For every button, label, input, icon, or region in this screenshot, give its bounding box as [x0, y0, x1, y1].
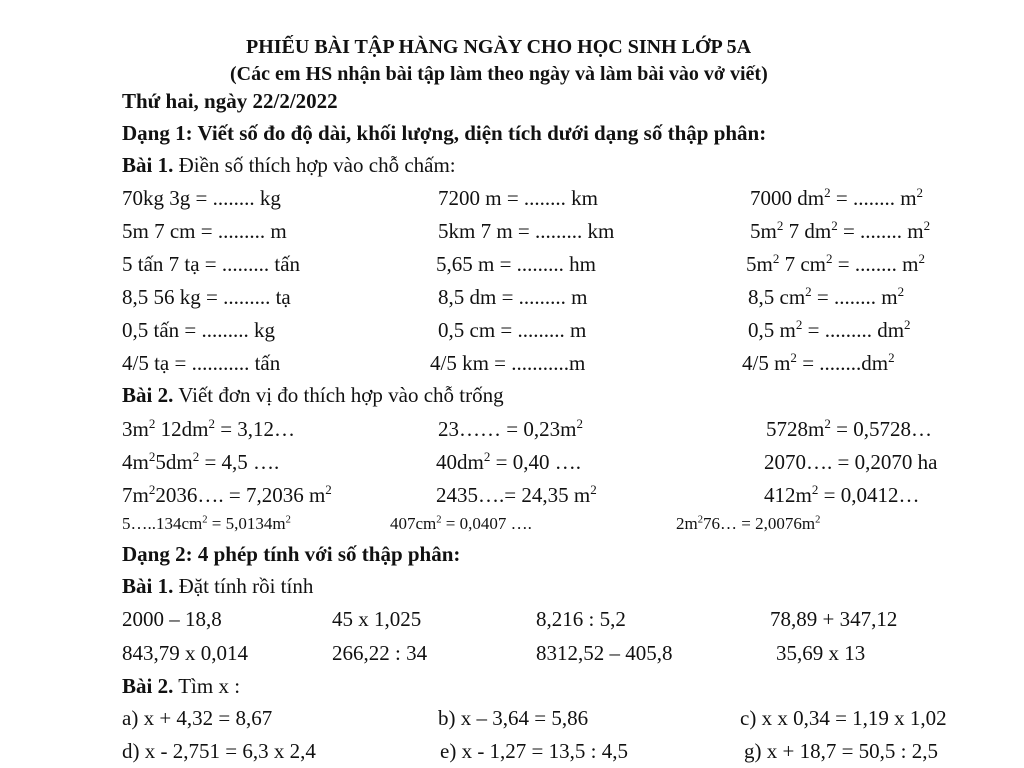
- page-subtitle: (Các em HS nhận bài tập làm theo ngày và làm bài vào vở viết): [230, 63, 768, 85]
- conversion-item: 4/5 tạ = ........... tấn: [122, 351, 281, 375]
- exercise-instruction: Viết đơn vị đo thích hợp vào chỗ trống: [178, 383, 504, 407]
- exercise-1-1-header: [122, 153, 456, 177]
- unit-item: $3m^2$ $12dm^2$ = 3,12…: [122, 416, 296, 441]
- exercise-instruction: Điền số thích hợp vào chỗ chấm:: [178, 153, 456, 177]
- calculation-item: 78,89 + 347,12: [770, 607, 898, 631]
- calculation-item: 45 x 1,025: [332, 607, 422, 631]
- page-title: PHIẾU BÀI TẬP HÀNG NGÀY CHO HỌC SINH LỚP 5A: [246, 36, 752, 58]
- unit-item: $2m^276\dots = 2,0076m^2$: [676, 514, 821, 533]
- unit-item: 2070…. = 0,2070 ha: [764, 450, 938, 474]
- section-2-heading: Dạng 2: 4 phép tính với số thập phân:: [122, 542, 461, 566]
- conversion-item: 4/5 $m^2 = ........dm^2$: [742, 350, 895, 375]
- conversion-item: 0,5 cm = ......... m: [438, 318, 587, 342]
- exercise-1-2-header: [122, 383, 504, 407]
- conversion-item: 5,65 m = ......... hm: [436, 252, 597, 276]
- unit-item: $4m^25dm^2 = 4,5$ ….: [122, 449, 280, 474]
- exercise-label: Bài 2.: [122, 383, 174, 407]
- exercise-2-1-header: [122, 574, 313, 598]
- conversion-item: 8,5 $cm^2$ = ........ $m^2$: [748, 284, 905, 309]
- calculation-item: 2000 – 18,8: [122, 607, 222, 631]
- conversion-item: 7200 m = ........ km: [438, 186, 599, 210]
- unit-item: $407cm^2 = 0,0407$ ….: [390, 514, 532, 533]
- conversion-item: 4/5 km = ...........m: [430, 351, 586, 375]
- equation-item: a) x + 4,32 = 8,67: [122, 706, 273, 730]
- exercise-instruction: Đặt tính rồi tính: [178, 574, 314, 598]
- unit-item: $5728m^2$ = 0,5728…: [766, 416, 932, 441]
- conversion-item: 5m 7 cm = ......... m: [122, 219, 287, 243]
- conversion-item: 5 tấn 7 tạ = ......... tấn: [122, 252, 301, 276]
- equation-item: g) x + 18,7 = 50,5 : 2,5: [744, 739, 939, 763]
- equation-item: b) x – 3,64 = 5,86: [438, 706, 589, 730]
- exercise-label: Bài 1.: [122, 153, 174, 177]
- calculation-item: 35,69 x 13: [776, 641, 866, 665]
- conversion-item: 5km 7 m = ......... km: [438, 219, 615, 243]
- calculation-item: 843,79 x 0,014: [122, 641, 248, 665]
- date-line: Thứ hai, ngày 22/2/2022: [122, 89, 338, 113]
- unit-item: $5\dots..134cm^2 = 5,0134m^2$: [122, 514, 291, 533]
- conversion-item: 8,5 dm = ......... m: [438, 285, 588, 309]
- conversion-item: $5m^2$ 7 $dm^2$ = ........ $m^2$: [750, 218, 931, 243]
- unit-item: $412m^2$ = 0,0412…: [764, 482, 920, 507]
- unit-item: $7m^22036\dots$. = 7,2036 $m^2$: [122, 482, 332, 507]
- exercise-2-2-header: [122, 674, 240, 698]
- conversion-item: 0,5 tấn = ......... kg: [122, 318, 275, 342]
- unit-item: 2435….= 24,35 $m^2$: [436, 482, 597, 507]
- equation-item: c) x x 0,34 = 1,19 x 1,02: [740, 706, 947, 730]
- section-1-heading: Dạng 1: Viết số đo độ dài, khối lượng, diện tích dưới dạng số thập phân:: [122, 121, 767, 145]
- unit-item: 23…… = $0,23m^2$: [438, 416, 583, 441]
- calculation-item: 266,22 : 34: [332, 641, 428, 665]
- conversion-item: $5m^2$ 7 $cm^2$ = ........ $m^2$: [746, 251, 925, 276]
- equation-item: e) x - 1,27 = 13,5 : 4,5: [440, 739, 628, 763]
- calculation-item: 8312,52 – 405,8: [536, 641, 673, 665]
- equation-item: d) x - 2,751 = 6,3 x 2,4: [122, 739, 316, 763]
- exercise-label: Bài 2.: [122, 674, 174, 698]
- conversion-item: 70kg 3g = ........ kg: [122, 186, 281, 210]
- conversion-item: 7000 $dm^2$ = ........ $m^2$: [750, 185, 924, 210]
- calculation-item: 8,216 : 5,2: [536, 607, 626, 631]
- conversion-item: 0,5 $m^2$ = ......... $dm^2$: [748, 317, 911, 342]
- exercise-label: Bài 1.: [122, 574, 174, 598]
- unit-item: $40dm^2 = 0,40$ ….: [436, 449, 581, 474]
- conversion-item: 8,5 56 kg = ......... tạ: [122, 285, 291, 309]
- exercise-instruction: Tìm x :: [178, 674, 241, 698]
